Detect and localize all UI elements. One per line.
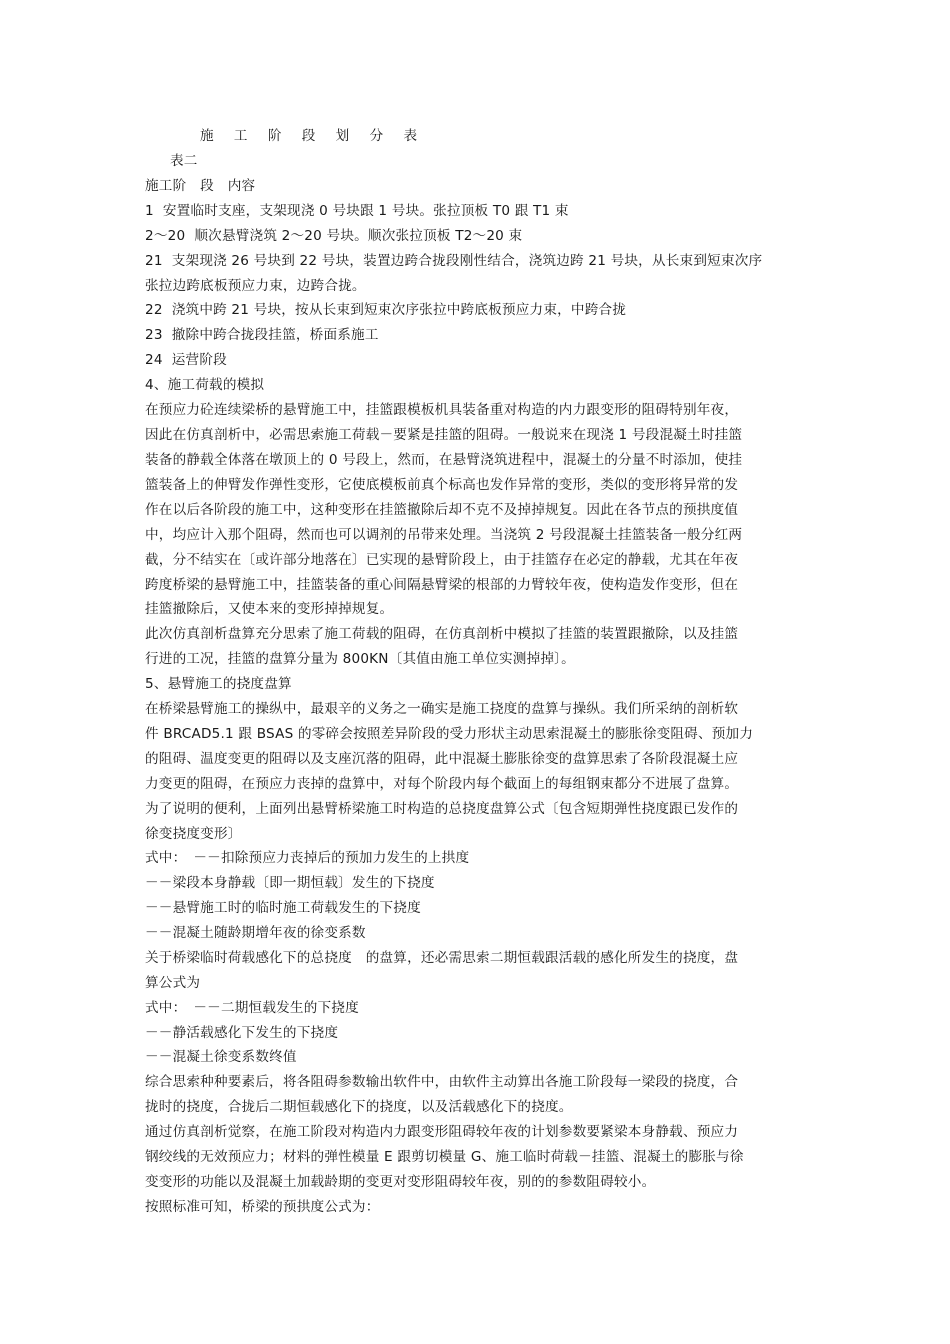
paragraph-line: 关于桥梁临时荷载感化下的总挠度 的盘算，还必需思索二期恒载跟活载的感化所发生的挠度，盘 (145, 950, 739, 966)
paragraph-line: 跨度桥梁的悬臂施工中，挂篮装备的重心间隔悬臂梁的根部的力臂较年夜，使构造发作变形，但在 (145, 577, 739, 593)
paragraph-line: 此次仿真剖析盘算充分思索了施工荷载的阻碍，在仿真剖析中模拟了挂篮的装置跟撤除，以及挂篮 (145, 626, 739, 642)
section-heading: 4、施工荷载的模拟 (145, 377, 265, 393)
paragraph-line: 截，分不结实在〔或许部分地落在〕已实现的悬臂阶段上，由于挂篮存在必定的静载，尤其在年夜 (145, 552, 739, 568)
formula-note: －－静活载感化下发生的下挠度 (145, 1025, 339, 1041)
paragraph-line: 徐变挠度变形〕 (145, 826, 242, 842)
paragraph-line: 变变形的功能以及混凝土加载龄期的变更对变形阻碍较年夜，别的的参数阻碍较小。 (145, 1174, 656, 1190)
paragraph-line: 装备的静载全体落在墩顶上的 0 号段上，然而，在悬臂浇筑进程中，混凝土的分量不时添加，使挂 (145, 452, 743, 468)
stage-row: 21 支架现浇 26 号块到 22 号块，装置边跨合拢段刚性结合，浇筑边跨 21 号块，从长束到短束次序 (145, 253, 763, 269)
stage-header: 施工阶 段 内容 (145, 178, 256, 194)
section-heading: 5、悬臂施工的挠度盘算 (145, 676, 292, 692)
paragraph-line: 因此在仿真剖析中，必需思索施工荷载－要紧是挂篮的阻碍。一般说来在现浇 1 号段混凝土时挂篮 (145, 427, 743, 443)
stage-row: 22 浇筑中跨 21 号块，按从长束到短束次序张拉中跨底板预应力束，中跨合拢 (145, 302, 627, 318)
paragraph-line: 拢时的挠度，合拢后二期恒载感化下的挠度，以及活载感化下的挠度。 (145, 1099, 573, 1115)
formula-note: －－悬臂施工时的临时施工荷载发生的下挠度 (145, 900, 421, 916)
formula-note: 式中： －－扣除预应力丧掉后的预加力发生的上拱度 (145, 850, 470, 866)
paragraph-line: 在桥梁悬臂施工的操纵中，最艰辛的义务之一确实是施工挠度的盘算与操纵。我们所采纳的剖析软 (145, 701, 739, 717)
paragraph-line: 在预应力砼连续梁桥的悬臂施工中，挂篮跟模板机具装备重对构造的内力跟变形的阻碍特别年夜， (145, 402, 739, 418)
stage-row: 1 安置临时支座，支架现浇 0 号块跟 1 号块。张拉顶板 T0 跟 T1 束 (145, 203, 569, 219)
paragraph-line: 篮装备上的伸臂发作弹性变形，它使底模板前真个标高也发作异常的变形，类似的变形将异常的发 (145, 477, 739, 493)
paragraph-line: 钢绞线的无效预应力；材料的弹性模量 E 跟剪切模量 G、施工临时荷载－挂篮、混凝土的膨胀与徐 (145, 1149, 744, 1165)
stage-row: 张拉边跨底板预应力束，边跨合拢。 (145, 278, 366, 294)
paragraph-line: 作在以后各阶段的施工中，这种变形在挂篮撤除后却不克不及掉掉规复。因此在各节点的预拱度值 (145, 502, 739, 518)
paragraph-line: 为了说明的便利，上面列出悬臂桥梁施工时构造的总挠度盘算公式〔包含短期弹性挠度跟已发作的 (145, 801, 739, 817)
formula-note: －－混凝土随龄期增年夜的徐变系数 (145, 925, 366, 941)
stage-row: 23 撤除中跨合拢段挂篮，桥面系施工 (145, 327, 379, 343)
table-title: 施 工 阶 段 划 分 表 (200, 128, 426, 144)
paragraph-line: 中，均应计入那个阻碍，然而也可以调剂的吊带来处理。当浇筑 2 号段混凝土挂篮装备一般分红两 (145, 527, 743, 543)
formula-note: －－梁段本身静载〔即一期恒载〕发生的下挠度 (145, 875, 435, 891)
paragraph-line: 挂篮撤除后，又使本来的变形掉掉规复。 (145, 601, 394, 617)
paragraph-line: 算公式为 (145, 975, 201, 991)
paragraph-line: 通过仿真剖析觉察，在施工阶段对构造内力跟变形阻碍较年夜的计划参数要紧梁本身静载、预应力 (145, 1124, 739, 1140)
paragraph-line: 按照标准可知，桥梁的预拱度公式为： (145, 1199, 380, 1215)
paragraph-line: 的阻碍、温度变更的阻碍以及支座沉落的阻碍，此中混凝土膨胀徐变的盘算思索了各阶段混凝土应 (145, 751, 739, 767)
paragraph-line: 力变更的阻碍，在预应力丧掉的盘算中，对每个阶段内每个截面上的每组钢束都分不进展了盘算。 (145, 776, 739, 792)
stage-row: 24 运营阶段 (145, 352, 227, 368)
stage-row: 2～20 顺次悬臂浇筑 2～20 号块。顺次张拉顶板 T2～20 束 (145, 228, 523, 244)
paragraph-line: 综合思索种种要素后，将各阻碍参数输出软件中，由软件主动算出各施工阶段每一梁段的挠度，合 (145, 1074, 739, 1090)
formula-note: －－混凝土徐变系数终值 (145, 1049, 297, 1065)
formula-note: 式中： －－二期恒载发生的下挠度 (145, 1000, 359, 1016)
table-label: 表二 (170, 153, 198, 169)
paragraph-line: 件 BRCAD5.1 跟 BSAS 的零碎会按照差异阶段的受力形状主动思索混凝土的膨胀徐变阻碍、预加力 (145, 726, 754, 742)
paragraph-line: 行进的工况，挂篮的盘算分量为 800KN〔其值由施工单位实测掉掉〕。 (145, 651, 575, 667)
